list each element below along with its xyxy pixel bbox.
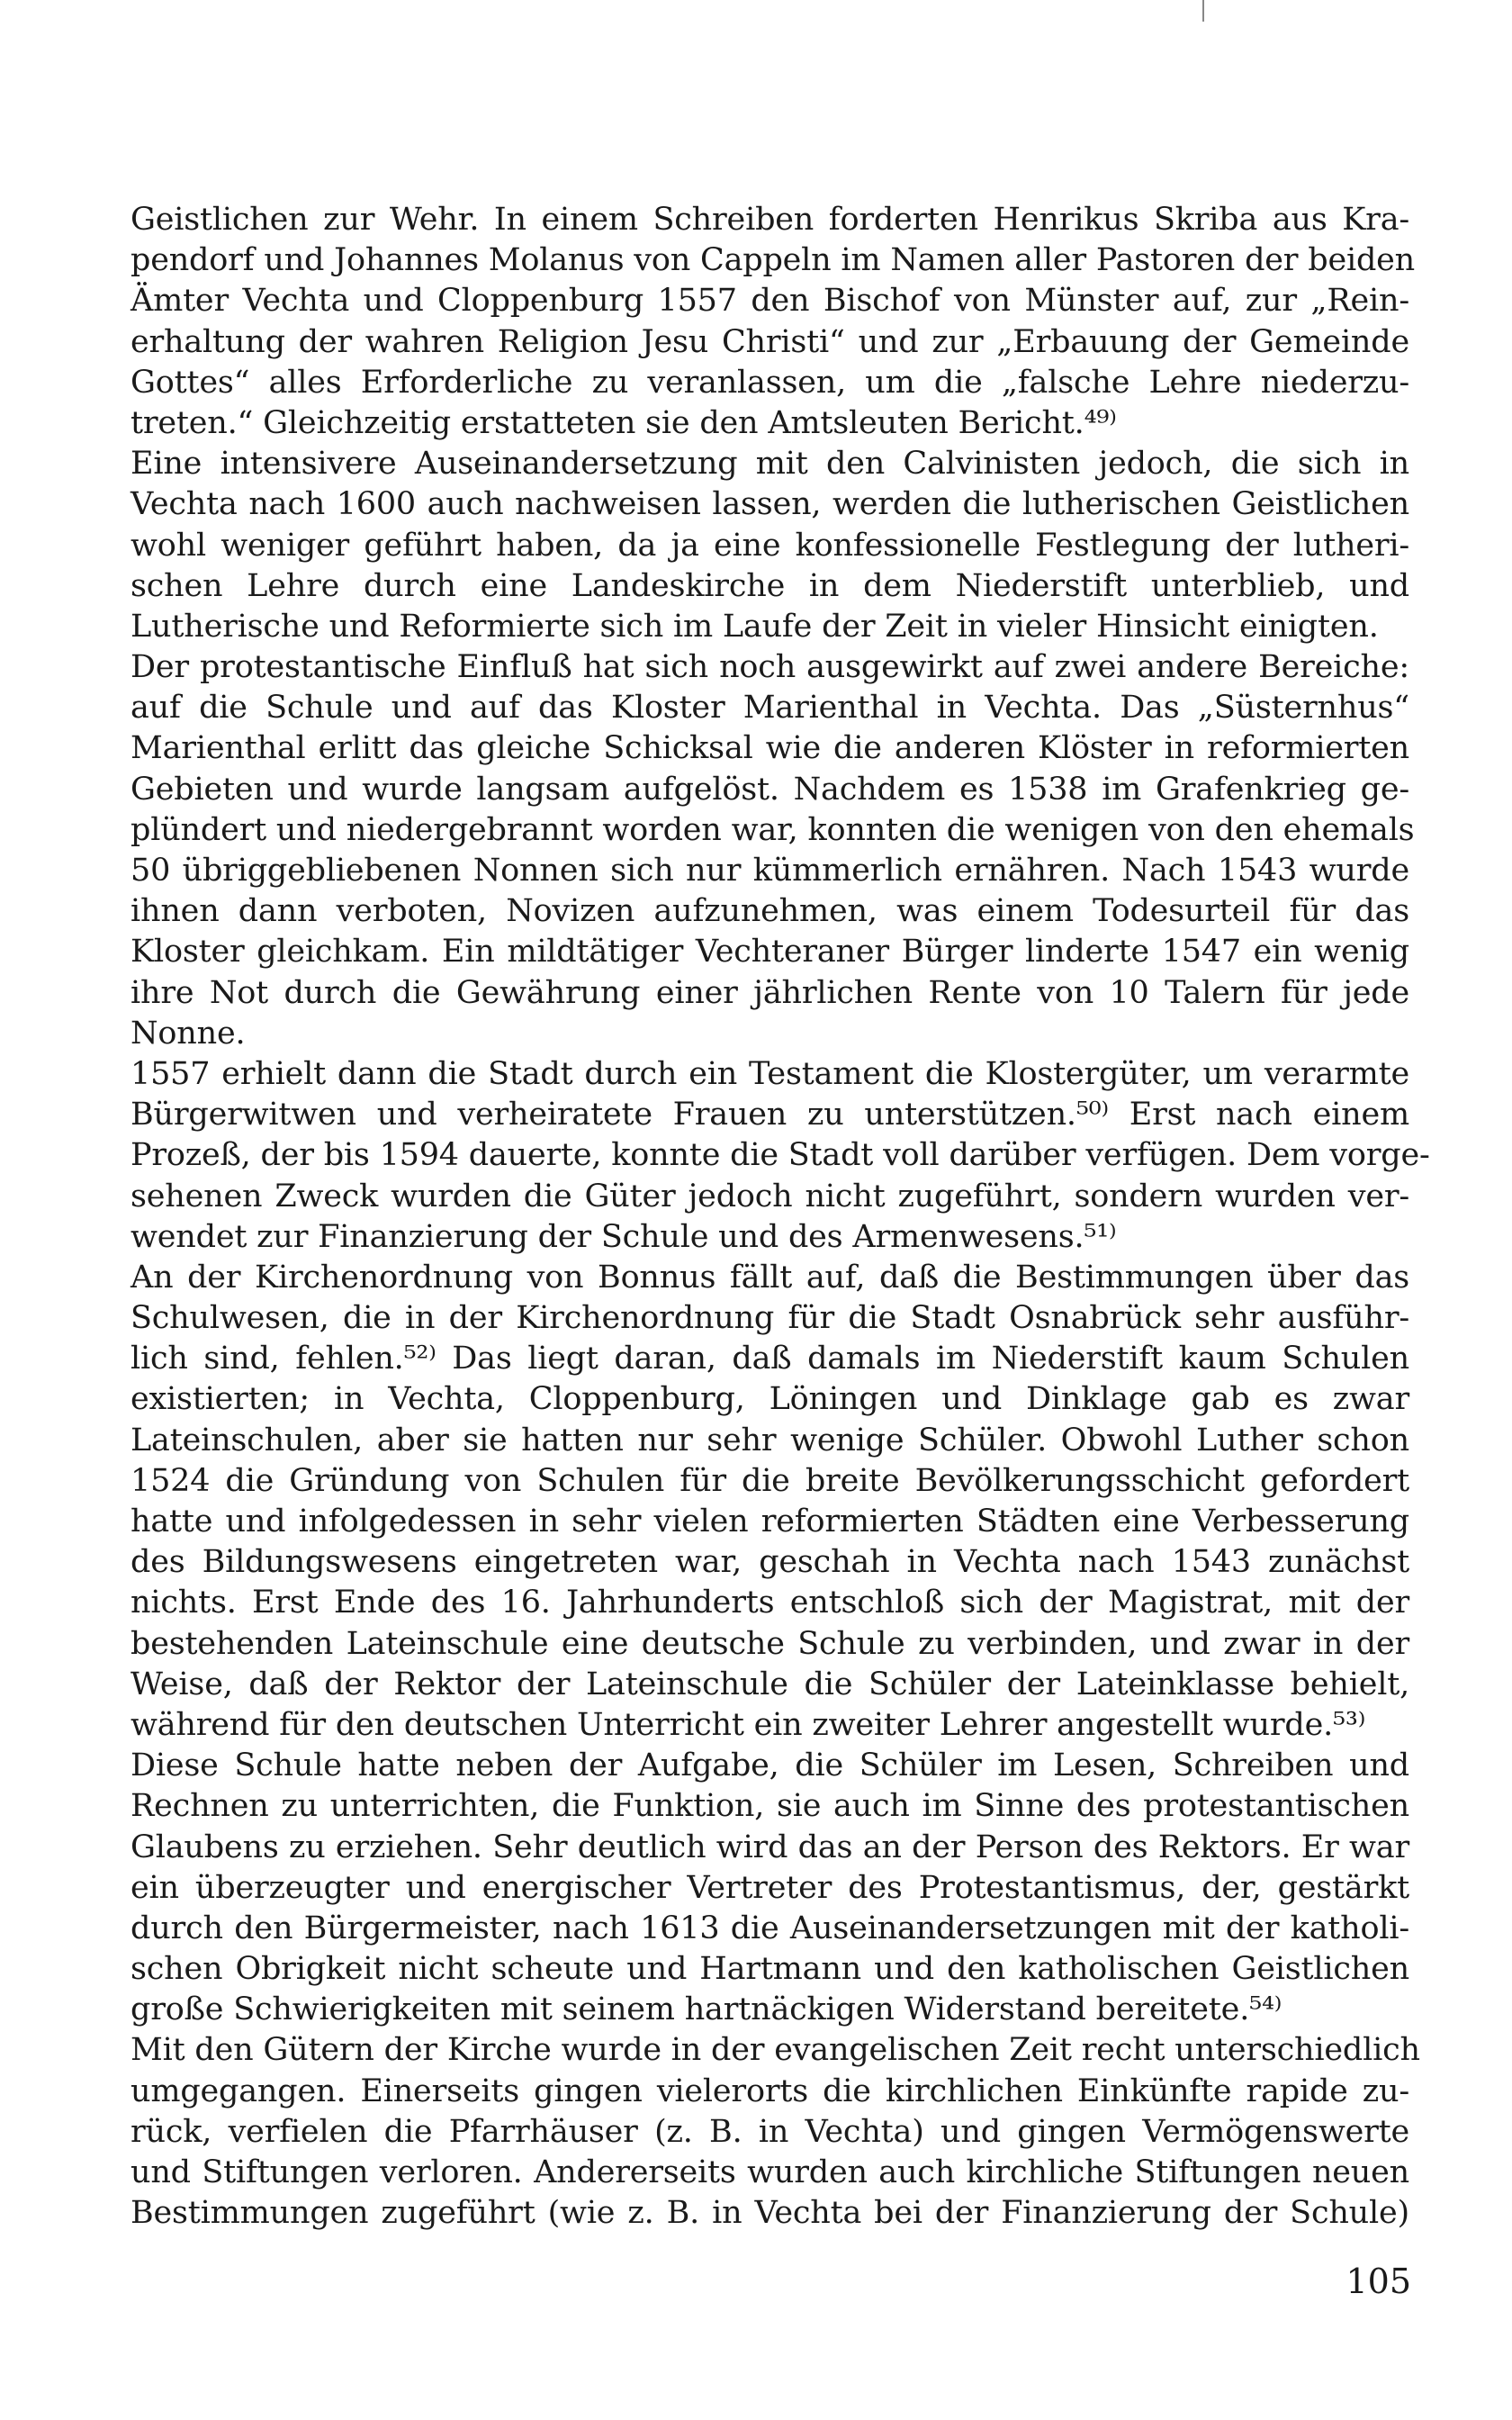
text-line: wendet zur Finanzierung der Schule und des Armenwesens.⁵¹⁾ <box>130 1218 1117 1255</box>
text-line: Gottes“ alles Erforderliche zu veranlassen, um die „falsche Lehre niederzu- <box>130 364 1409 401</box>
text-line: Geistlichen zur Wehr. In einem Schreiben forderten Henrikus Skriba aus Kra- <box>130 202 1409 238</box>
text-line: Rechnen zu unterrichten, die Funktion, sie auch im Sinne des protestantischen <box>130 1788 1409 1825</box>
text-line: An der Kirchenordnung von Bonnus fällt auf, daß die Bestimmungen über das <box>130 1259 1409 1296</box>
text-line: auf die Schule und auf das Kloster Marienthal in Vechta. Das „Süsternhus“ <box>130 690 1409 727</box>
text-line: schen Lehre durch eine Landeskirche in dem Niederstift unterblieb, und <box>130 567 1409 604</box>
text-line: hatte und infolgedessen in sehr vielen reformierten Städten eine Verbesserung <box>130 1503 1409 1540</box>
text-line: bestehenden Lateinschule eine deutsche Schule zu verbinden, und zwar in der <box>130 1625 1409 1662</box>
page-number: 105 <box>1346 2262 1411 2301</box>
text-line: durch den Bürgermeister, nach 1613 die Auseinandersetzungen mit der katholi- <box>130 1910 1409 1946</box>
body-text <box>130 200 1430 2234</box>
text-line: Prozeß, der bis 1594 dauerte, konnte die Stadt voll darüber verfügen. Dem vorge- <box>130 1137 1430 1174</box>
text-line: 50 übriggebliebenen Nonnen sich nur kümmerlich ernähren. Nach 1543 wurde <box>130 853 1409 889</box>
text-line: 1524 die Gründung von Schulen für die breite Bevölkerungsschicht gefordert <box>130 1462 1409 1499</box>
text-line: Glaubens zu erziehen. Sehr deutlich wird das an der Person des Rektors. Er war <box>130 1829 1409 1865</box>
text-line: Lateinschulen, aber sie hatten nur sehr wenige Schüler. Obwohl Luther schon <box>130 1422 1409 1458</box>
top-edge-mark <box>1202 0 1204 22</box>
text-line: Weise, daß der Rektor der Lateinschule die Schüler der Lateinklasse behielt, <box>130 1666 1409 1702</box>
text-line: ihre Not durch die Gewährung einer jährlichen Rente von 10 Talern für jede <box>130 974 1409 1011</box>
text-line: 1557 erhielt dann die Stadt durch ein Testament die Klostergüter, um verarmte <box>130 1055 1409 1092</box>
text-line: Nonne. <box>130 1015 246 1052</box>
text-line: Diese Schule hatte neben der Aufgabe, die Schüler im Lesen, Schreiben und <box>130 1747 1409 1784</box>
text-line: Schulwesen, die in der Kirchenordnung für die Stadt Osnabrück sehr ausführ- <box>130 1300 1409 1337</box>
text-line: lich sind, fehlen.⁵²⁾ Das liegt daran, daß damals im Niederstift kaum Schulen <box>130 1341 1409 1377</box>
text-line: Lutherische und Reformierte sich im Laufe der Zeit in vieler Hinsicht einigten. <box>130 608 1379 645</box>
text-line: Mit den Gütern der Kirche wurde in der evangelischen Zeit recht unterschiedlich <box>130 2032 1420 2069</box>
text-line: Gebieten und wurde langsam aufgelöst. Nachdem es 1538 im Grafenkrieg ge- <box>130 771 1409 808</box>
text-line: sehenen Zweck wurden die Güter jedoch nicht zugeführt, sondern wurden ver- <box>130 1178 1409 1215</box>
text-line: Bürgerwitwen und verheiratete Frauen zu unterstützen.⁵⁰⁾ Erst nach einem <box>130 1097 1409 1133</box>
text-line: plündert und niedergebrannt worden war, konnten die wenigen von den ehemals <box>130 811 1415 848</box>
text-line: treten.“ Gleichzeitig erstatteten sie den Amtsleuten Bericht.⁴⁹⁾ <box>130 404 1117 441</box>
text-line: Vechta nach 1600 auch nachweisen lassen, werden die lutherischen Geistlichen <box>130 486 1409 523</box>
text-line: Eine intensivere Auseinandersetzung mit den Calvinisten jedoch, die sich in <box>130 446 1409 483</box>
text-line: große Schwierigkeiten mit seinem hartnäckigen Widerstand bereitete.⁵⁴⁾ <box>130 1991 1282 2028</box>
text-line: erhaltung der wahren Religion Jesu Christi“ und zur „Erbauung der Gemeinde <box>130 323 1409 360</box>
text-line: existierten; in Vechta, Cloppenburg, Löningen und Dinklage gab es zwar <box>130 1381 1409 1418</box>
text-line: rück, verfielen die Pfarrhäuser (z. B. in Vechta) und gingen Vermögenswerte <box>130 2113 1409 2150</box>
text-line: schen Obrigkeit nicht scheute und Hartmann und den katholischen Geistlichen <box>130 1951 1409 1988</box>
text-line: des Bildungswesens eingetreten war, geschah in Vechta nach 1543 zunächst <box>130 1544 1409 1581</box>
text-line: nichts. Erst Ende des 16. Jahrhunderts entschloß sich der Magistrat, mit der <box>130 1585 1409 1621</box>
text-line: wohl weniger geführt haben, da ja eine konfessionelle Festlegung der lutheri- <box>130 527 1409 564</box>
text-line: während für den deutschen Unterricht ein zweiter Lehrer angestellt wurde.⁵³⁾ <box>130 1706 1366 1743</box>
text-line: Ämter Vechta und Cloppenburg 1557 den Bischof von Münster auf, zur „Rein- <box>130 283 1409 320</box>
text-line: ein überzeugter und energischer Vertreter des Protestantismus, der, gestärkt <box>130 1869 1409 1906</box>
text-line: Bestimmungen zugeführt (wie z. B. in Vechta bei der Finanzierung der Schule) <box>130 2195 1409 2232</box>
text-line: pendorf und Johannes Molanus von Cappeln im Namen aller Pastoren der beiden <box>130 242 1416 279</box>
text-line: Der protestantische Einfluß hat sich noch ausgewirkt auf zwei andere Bereiche: <box>130 649 1409 686</box>
text-line: und Stiftungen verloren. Andererseits wurden auch kirchliche Stiftungen neuen <box>130 2154 1409 2190</box>
text-line: Marienthal erlitt das gleiche Schicksal wie die anderen Klöster in reformierten <box>130 730 1409 767</box>
text-line: Kloster gleichkam. Ein mildtätiger Vechteraner Bürger linderte 1547 ein wenig <box>130 934 1409 971</box>
text-line: umgegangen. Einerseits gingen vielerorts die kirchlichen Einkünfte rapide zu- <box>130 2072 1409 2109</box>
text-line: ihnen dann verboten, Novizen aufzunehmen, was einem Todesurteil für das <box>130 893 1409 930</box>
